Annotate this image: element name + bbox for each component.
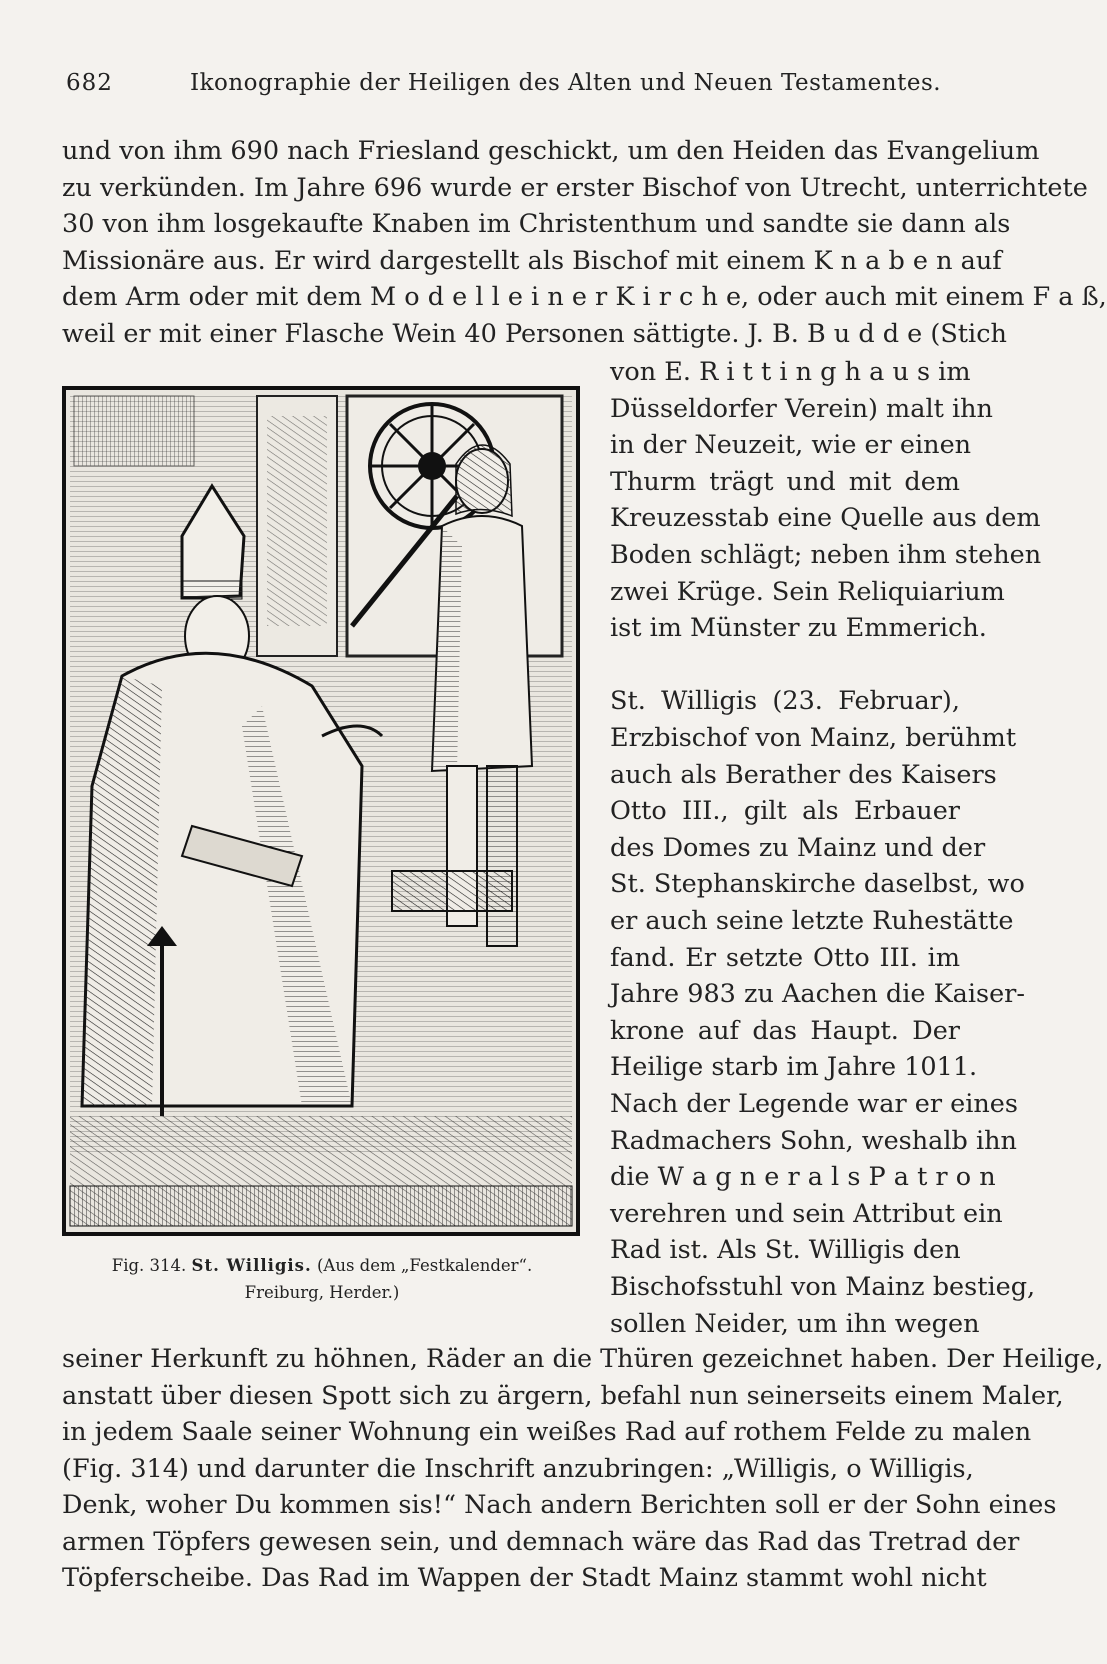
text-line: seiner Herkunft zu höhnen, Räder an die Thüren gezeichnet haben. Der Heilige,	[62, 1344, 1104, 1374]
text-line: St. Willigis (23. Februar),	[610, 686, 960, 717]
engraving-saint-willigis	[62, 386, 580, 1236]
text-line: Otto III., gilt als Erbauer	[610, 796, 960, 827]
text-line: sollen Neider, um ihn wegen	[610, 1308, 980, 1339]
text-line: Radmachers Sohn, weshalb ihn	[610, 1125, 1017, 1156]
text-line: Bischofsstuhl von Mainz bestieg,	[610, 1272, 1036, 1302]
figure-caption	[62, 1252, 582, 1306]
text-line: dem Arm oder mit dem M o d e l l e i n e r K i r c h e, oder auch mit einem F a ß,	[62, 282, 1107, 312]
text-line: Düsseldorfer Verein) malt ihn	[610, 393, 993, 424]
text-line: er auch seine letzte Ruhestätte	[610, 906, 1014, 936]
running-title: Ikonographie der Heiligen des Alten und Neuen Testamentes.	[190, 70, 942, 96]
text-line: Boden schlägt; neben ihm stehen	[610, 540, 1042, 570]
text-line: auch als Berather des Kaisers	[610, 759, 997, 790]
text-line: armen Töpfers gewesen sein, und demnach wäre das Rad das Tretrad der	[62, 1526, 1020, 1557]
page-header	[62, 70, 942, 104]
text-line: des Domes zu Mainz und der	[610, 832, 986, 863]
text-line: ist im Münster zu Emmerich.	[610, 613, 987, 644]
text-line: Rad ist. Als St. Willigis den	[610, 1235, 961, 1266]
caption-title: St. Willigis.	[191, 1256, 312, 1275]
caption-source: (Aus dem „Festkalender“.	[316, 1256, 533, 1275]
text-line	[610, 648, 960, 682]
text-line: 30 von ihm losgekaufte Knaben im Christenthum und sandte sie dann als	[62, 209, 1011, 239]
text-line: (Fig. 314) und darunter die Inschrift anzubringen: „Willigis, o Willigis,	[62, 1453, 974, 1484]
text-line: Töpferscheibe. Das Rad im Wappen der Stadt Mainz stammt wohl nicht	[62, 1563, 987, 1593]
text-line: Missionäre aus. Er wird dargestellt als Bischof mit einem K n a b e n auf	[62, 245, 1002, 276]
text-line: anstatt über diesen Spott sich zu ärgern, befahl nun seinerseits einem Maler,	[62, 1380, 1064, 1411]
text-line: und von ihm 690 nach Friesland geschickt, um den Heiden das Evangelium	[62, 136, 1040, 166]
text-line: Erzbischof von Mainz, berühmt	[610, 723, 1017, 753]
text-line: Thurm trägt und mit dem	[610, 466, 960, 497]
text-line: die W a g n e r a l s P a t r o n	[610, 1162, 996, 1193]
caption-line-1	[62, 1252, 582, 1279]
caption-figure-number: Fig. 314.	[111, 1256, 187, 1275]
text-line: Denk, woher Du kommen sis!“ Nach andern Berichten soll er der Sohn eines	[62, 1490, 1057, 1520]
text-line: weil er mit einer Flasche Wein 40 Personen sättigte. J. B. B u d d e (Stich	[62, 318, 1007, 349]
text-line: Heilige starb im Jahre 1011.	[610, 1052, 978, 1083]
text-line: krone auf das Haupt. Der	[610, 1015, 960, 1046]
text-line: Jahre 983 zu Aachen die Kaiser-	[610, 979, 1025, 1010]
text-line: Nach der Legende war er eines	[610, 1089, 1018, 1119]
caption-line-2: Freiburg, Herder.)	[244, 1283, 400, 1302]
text-line: verehren und sein Attribut ein	[610, 1198, 1003, 1229]
text-line: fand. Er setzte Otto III. im	[610, 942, 960, 973]
text-line: in jedem Saale seiner Wohnung ein weißes Rad auf rothem Felde zu malen	[62, 1417, 1032, 1447]
text-line: zwei Krüge. Sein Reliquiarium	[610, 576, 1005, 607]
text-line: Kreuzesstab eine Quelle aus dem	[610, 503, 1041, 534]
figure-illustration	[62, 386, 580, 1236]
text-line: St. Stephanskirche daselbst, wo	[610, 869, 1025, 900]
text-line: in der Neuzeit, wie er einen	[610, 430, 972, 461]
text-line: von E. R i t t i n g h a u s im	[610, 357, 971, 387]
page-number: 682	[66, 70, 113, 96]
text-line: zu verkünden. Im Jahre 696 wurde er erster Bischof von Utrecht, unterrichtete	[62, 172, 1088, 203]
